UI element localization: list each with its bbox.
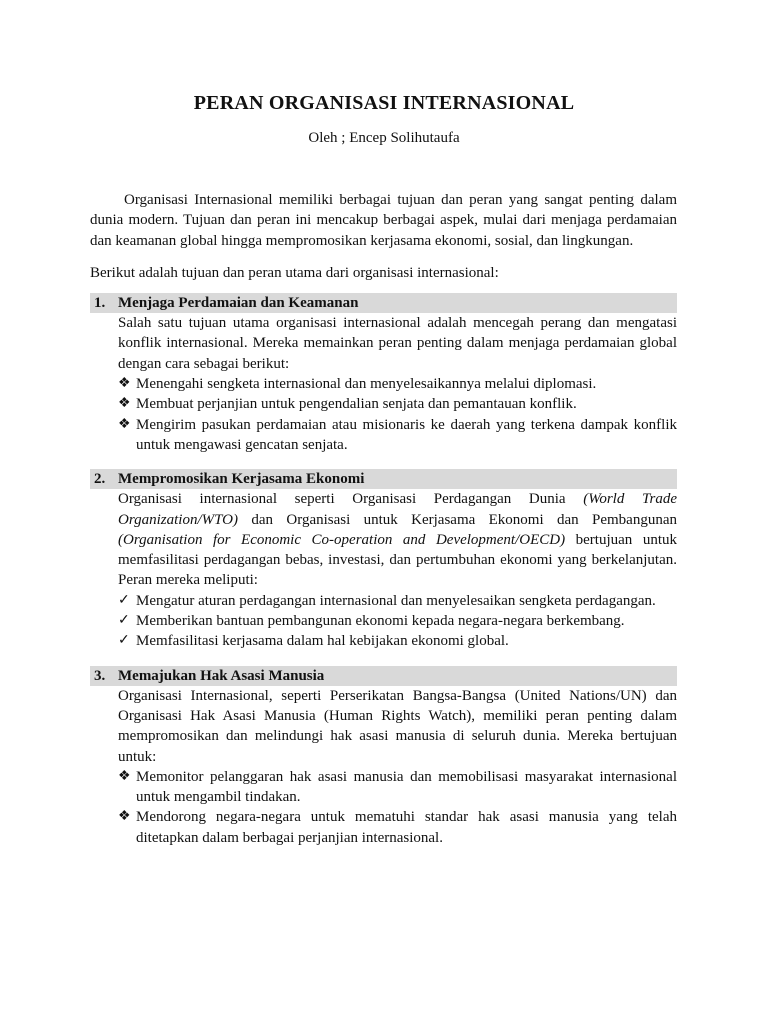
checkmark-icon: ✓ <box>118 633 130 649</box>
diamond-bullet-icon: ❖ <box>118 768 131 784</box>
list-item-text: Memfasilitasi kerjasama dalam hal kebijakan ekonomi global. <box>136 633 509 650</box>
section-paragraph <box>118 489 677 590</box>
checkmark-icon: ✓ <box>118 613 130 629</box>
list-item-text: Memberikan bantuan pembangunan ekonomi kepada negara-negara berkembang. <box>136 613 625 630</box>
diamond-bullet-icon: ❖ <box>118 416 131 432</box>
list-item-text: Memonitor pelanggaran hak asasi manusia dan memobilisasi masyarakat internasional untuk mengambil tindakan. <box>136 768 677 806</box>
document-body <box>90 190 677 848</box>
section-title: Menjaga Perdamaian dan Keamanan <box>118 295 359 312</box>
list-item <box>118 807 677 848</box>
wto-name-italic: (World Trade Organization/WTO) <box>118 491 677 528</box>
section-content <box>90 489 677 651</box>
checklist <box>118 591 677 652</box>
section-3 <box>90 666 677 848</box>
list-item <box>118 611 677 631</box>
section-1 <box>90 293 677 455</box>
section-title: Memajukan Hak Asasi Manusia <box>118 667 325 684</box>
section-title: Mempromosikan Kerjasama Ekonomi <box>118 471 365 488</box>
section-heading <box>90 666 677 686</box>
list-item-text: Mengirim pasukan perdamaian atau misionaris ke daerah yang terkena dampak konflik untuk mengawasi gencatan senjata. <box>136 416 677 453</box>
intro-paragraph: Organisasi Internasional memiliki berbagai tujuan dan peran yang sangat penting dalam dunia modern. Tujuan dan peran ini mencakup berbagai aspek, mulai dari menjaga perdamaian dan keamanan global hingga mempromosikan kerjasama ekonomi, sosial, dan lingkungan. <box>90 192 677 249</box>
document-title: PERAN ORGANISASI INTERNASIONAL <box>193 92 575 114</box>
lead-paragraph: Berikut adalah tujuan dan peran utama dari organisasi internasional: <box>90 264 499 281</box>
section-paragraph: Organisasi Internasional, seperti Perserikatan Bangsa-Bangsa (United Nations/UN) dan Organisasi Hak Asasi Manusia (Human Rights Watch), memiliki peran penting dalam mempromosikan dan melindungi hak asasi manusia di seluruh dunia. Mereka bertujuan untuk: <box>118 687 677 765</box>
section-number: 2. <box>94 471 106 488</box>
section-number: 3. <box>94 667 106 684</box>
list-item <box>118 631 677 651</box>
list-item <box>118 374 677 394</box>
list-item <box>118 767 677 808</box>
paragraph-text: dan Organisasi untuk Kerjasama Ekonomi dan Pembangunan <box>238 511 677 528</box>
list-item-text: Mengatur aturan perdagangan internasional dan menyelesaikan sengketa perdagangan. <box>136 592 656 609</box>
bullet-list <box>118 767 677 848</box>
document-author: Oleh ; Encep Solihutaufa <box>308 130 460 146</box>
checkmark-icon: ✓ <box>118 592 130 608</box>
list-item-text: Menengahi sengketa internasional dan menyelesaikannya melalui diplomasi. <box>136 376 597 393</box>
diamond-bullet-icon: ❖ <box>118 376 131 392</box>
section-heading <box>90 469 677 489</box>
bullet-list <box>118 374 677 455</box>
list-item <box>118 591 677 611</box>
section-content <box>90 686 677 848</box>
paragraph-text: Organisasi internasional seperti Organisasi Perdagangan Dunia <box>118 491 584 508</box>
paragraph-text: bertujuan untuk memfasilitasi perdagangan bebas, investasi, dan pertumbuhan ekonomi yang berkelanjutan. Peran mereka meliputi: <box>118 531 677 589</box>
list-item-text: Mendorong negara-negara untuk mematuhi standar hak asasi manusia yang telah ditetapkan dalam berbagai perjanjian internasional. <box>136 809 677 846</box>
diamond-bullet-icon: ❖ <box>118 809 131 825</box>
diamond-bullet-icon: ❖ <box>118 396 131 412</box>
list-item <box>118 394 677 414</box>
oecd-name-italic: (Organisation for Economic Co-operation and Development/OECD) <box>118 531 566 548</box>
section-content <box>90 313 677 455</box>
list-item <box>118 415 677 456</box>
list-item-text: Membuat perjanjian untuk pengendalian senjata dan pemantauan konflik. <box>136 396 577 413</box>
section-paragraph: Salah satu tujuan utama organisasi internasional adalah mencegah perang dan mengatasi konflik internasional. Mereka memainkan peran penting dalam menjaga perdamaian global dengan cara sebagai berikut: <box>118 315 677 372</box>
section-heading <box>90 293 677 313</box>
section-2 <box>90 469 677 651</box>
section-number: 1. <box>94 295 106 312</box>
